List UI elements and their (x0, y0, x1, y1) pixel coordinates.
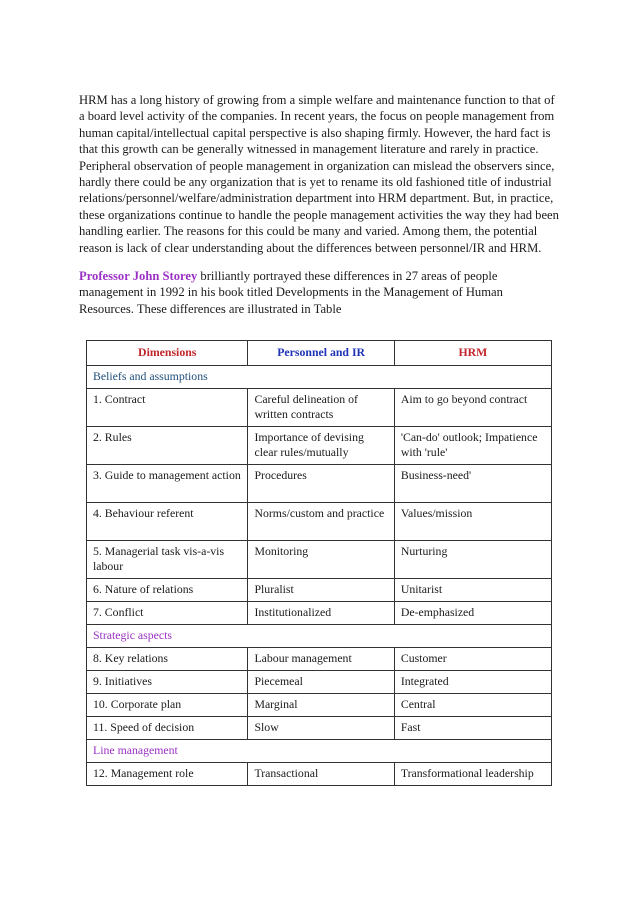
table-header-row (87, 341, 552, 366)
row-personnel: Transactional (248, 763, 394, 786)
row-hrm: Values/mission (394, 503, 551, 541)
row-hrm: 'Can-do' outlook; Impatience with 'rule' (394, 427, 551, 465)
row-personnel: Piecemeal (248, 671, 394, 694)
table-row (87, 579, 552, 602)
row-hrm: Central (394, 694, 551, 717)
row-hrm: Fast (394, 717, 551, 740)
document-body (79, 92, 559, 317)
row-dimension: 4. Behaviour referent (87, 503, 248, 541)
row-dimension: 1. Contract (87, 389, 248, 427)
table-row (87, 763, 552, 786)
table-row (87, 465, 552, 503)
table-row (87, 602, 552, 625)
row-dimension: 10. Corporate plan (87, 694, 248, 717)
header-hrm: HRM (394, 341, 551, 366)
row-personnel: Pluralist (248, 579, 394, 602)
row-personnel: Marginal (248, 694, 394, 717)
table-row (87, 694, 552, 717)
table-row (87, 427, 552, 465)
row-hrm: Transformational leadership (394, 763, 551, 786)
section-row-strategic (87, 625, 552, 648)
storey-paragraph (79, 268, 559, 317)
row-personnel: Importance of devising clear rules/mutually (248, 427, 394, 465)
row-personnel: Institutionalized (248, 602, 394, 625)
intro-paragraph: HRM has a long history of growing from a simple welfare and maintenance function to that of a board level activity of the companies. In recent years, the focus on people management from human capital/intellectual capital perspective is also shaping firmly. However, the hard fact is that this growth can be generally witnessed in management literature and rarely in practice. Peripheral observation of people management in organization can mislead the observers since, hardly there could be any organization that is yet to rename its old fashioned title of industrial relations/personnel/welfare/administration department into HRM department. But, in practice, these organizations continue to handle the people management activities the way they had been handling earlier. The reasons for this could be many and varied. Among them, the potential reason is lack of clear understanding about the differences between personnel/IR and HRM. (79, 93, 559, 255)
storey-paragraph-text: brilliantly portrayed these differences in 27 areas of people management in 1992 in his book titled Developments in the Management of Human Resources. These differences are illustrated in Table (79, 269, 503, 316)
row-dimension: 6. Nature of relations (87, 579, 248, 602)
table-row (87, 717, 552, 740)
row-hrm: Customer (394, 648, 551, 671)
row-hrm: Unitarist (394, 579, 551, 602)
row-dimension: 3. Guide to management action (87, 465, 248, 503)
section-line-label: Line management (87, 740, 552, 763)
row-dimension: 12. Management role (87, 763, 248, 786)
row-personnel: Procedures (248, 465, 394, 503)
header-dimensions: Dimensions (87, 341, 248, 366)
comparison-table (86, 340, 552, 786)
section-row-line (87, 740, 552, 763)
table-row (87, 389, 552, 427)
row-dimension: 11. Speed of decision (87, 717, 248, 740)
row-hrm: Aim to go beyond contract (394, 389, 551, 427)
row-hrm: Business-need' (394, 465, 551, 503)
author-name: Professor John Storey (79, 269, 198, 284)
row-dimension: 9. Initiatives (87, 671, 248, 694)
section-row-beliefs (87, 366, 552, 389)
row-hrm: De-emphasized (394, 602, 551, 625)
table-row (87, 503, 552, 541)
row-dimension: 2. Rules (87, 427, 248, 465)
row-dimension: 7. Conflict (87, 602, 248, 625)
row-personnel: Slow (248, 717, 394, 740)
section-strategic-label: Strategic aspects (87, 625, 552, 648)
row-personnel: Careful delineation of written contracts (248, 389, 394, 427)
row-dimension: 5. Managerial task vis-a-vis labour (87, 541, 248, 579)
table-row (87, 671, 552, 694)
row-dimension: 8. Key relations (87, 648, 248, 671)
header-personnel-ir: Personnel and IR (248, 341, 394, 366)
row-personnel: Monitoring (248, 541, 394, 579)
section-beliefs-label: Beliefs and assumptions (87, 366, 552, 389)
row-personnel: Norms/custom and practice (248, 503, 394, 541)
table-row (87, 541, 552, 579)
row-hrm: Nurturing (394, 541, 551, 579)
table-row (87, 648, 552, 671)
row-personnel: Labour management (248, 648, 394, 671)
row-hrm: Integrated (394, 671, 551, 694)
